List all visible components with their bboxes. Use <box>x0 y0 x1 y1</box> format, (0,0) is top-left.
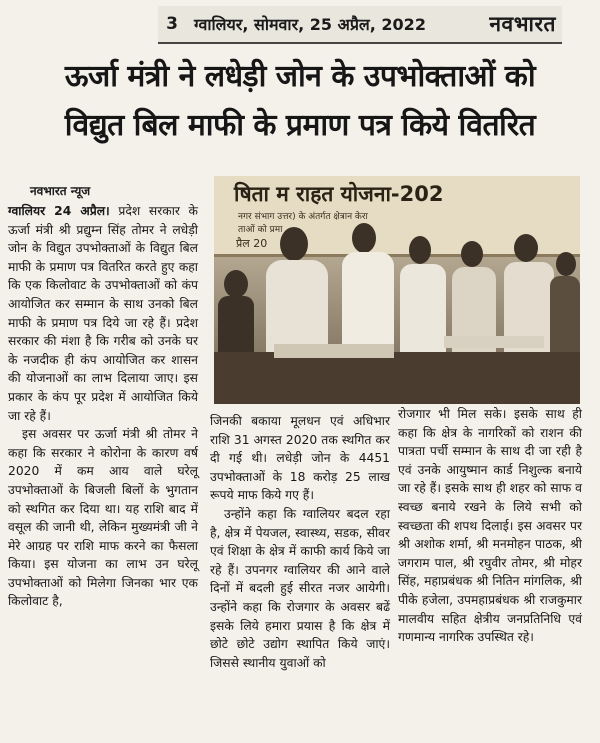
article-column-3 <box>398 405 582 647</box>
newspaper-brand: नवभारत <box>489 11 556 36</box>
headline <box>10 52 590 150</box>
article-column-2 <box>210 412 390 672</box>
article-paragraph: इस अवसर पर ऊर्जा मंत्री श्री तोमर ने कहा कि सरकार ने कोरोना के कारण वर्ष 2020 में कम आय वाले घरेलू उपभोक्ताओं के बिजली बिलों के भुगतान को स्थगित कर दिया था। यह राशि बाद में वसूल की जानी थी, लेकिन मुख्यमंत्री जी ने मेरे आग्रह पर राशि माफ करने का फैसला किया। इस योजना का लाभ उन घरेलू उपभोक्ताओं को मिलेगा जिनका भार एक किलोवाट है, <box>8 427 198 609</box>
news-photo <box>214 176 580 404</box>
article-paragraph: रोजगार भी मिल सके। इसके साथ ही कहा कि क्षेत्र के नागरिकों को राशन की पात्रता पर्ची सम्मान के साथ दी जा रही है एवं उनके आयुष्मान कार्ड निशुल्क बनाये जा रहे हैं। इसके साथ ही शहर को साफ व स्वच्छ बनाये रखने के लिये सभी को स्वच्छता की शपथ दिलाई। इस अवसर पर श्री अशोक शर्मा, श्री मनमोहन पाठक, श्री जगराम पाल, श्री रघुवीर तोमर, श्री मोहर सिंह, महाप्रबंधक श्री नितिन मांगलिक, श्री पीके हजेला, उपमहाप्रबंधक श्री राजकुमार मालवीय सहित क्षेत्रीय जनप्रतिनिधि एवं गणमान्य नागरिक उपस्थित रहे। <box>398 407 582 645</box>
banner-subtitle: नगर संभाग उत्तर) के अंतर्गत क्षेत्रान केरा <box>238 212 368 222</box>
banner-subtitle-2: ताओं को प्रमा <box>238 225 283 235</box>
article-paragraph: जिनकी बकाया मूलधन एवं अधिभार राशि 31 अगस्त 2020 तक स्थगित कर दी गई थी। लधेड़ी जोन के 4451 उपभोक्ताओं के 18 करोड़ 25 लाख रूपये माफ किये गए हैं। <box>210 414 390 503</box>
dateline: ग्वालियर, सोमवार, 25 अप्रैल, 2022 <box>194 15 426 34</box>
article-column-1 <box>8 202 198 611</box>
banner-date: प्रैल 20 <box>236 237 268 250</box>
headline-line-1: ऊर्जा मंत्री ने लधेड़ी जोन के उपभोक्ताओं को <box>64 59 536 94</box>
article-paragraph: ग्वालियर 24 अप्रैल। प्रदेश सरकार के ऊर्जा मंत्री श्री प्रद्युम्न सिंह तोमर ने लधेड़ी जोन के विद्युत उपभोक्ताओं के विद्युत बिल माफी के प्रमाण पत्र वितरित करते हुए कहा कि एक किलोवाट के उपभोक्ताओं को कंप आयोजित कर सम्मान के साथ उनको बिल माफी के प्रमाण पत्र दिये जा रहे हैं। प्रदेश सरकार की मंशा है कि गरीब को उनके घर के नजदीक ही कंप आयोजित कर शासन की योजनाओं का लाभ दिलाया जाए। इस प्रकार के कंप पूर प्रदेश में आयोजित किये जा रहे हैं। <box>8 204 199 423</box>
page-number: 3 <box>166 14 178 34</box>
headline-line-2: विद्युत बिल माफी के प्रमाण पत्र किये वितरित <box>64 108 536 143</box>
byline: नवभारत न्यूज <box>30 184 91 198</box>
article-paragraph: उन्होंने कहा कि ग्वालियर बदल रहा है, क्षेत्र में पेयजल, स्वास्थ्य, सडक, सीवर एवं शिक्षा के क्षेत्र में काफी कार्य किये जा रहे हैं। उपनगर ग्वालियर की आने वाले दिनों में बदली हुई सीरत नजर आयेगी। उन्होंने कहा कि रोजगार के अवसर बढें इसके लिये हमारा प्रयास है कि क्षेत्र में छोटे छोटे उद्योग स्थापित किये जाएं। जिससे स्थानीय युवाओं को <box>210 506 390 670</box>
article-dateline: ग्वालियर 24 अप्रैल। <box>8 204 110 218</box>
masthead <box>158 6 562 44</box>
banner-title: षिता म राहत योजना-202 <box>234 182 444 206</box>
